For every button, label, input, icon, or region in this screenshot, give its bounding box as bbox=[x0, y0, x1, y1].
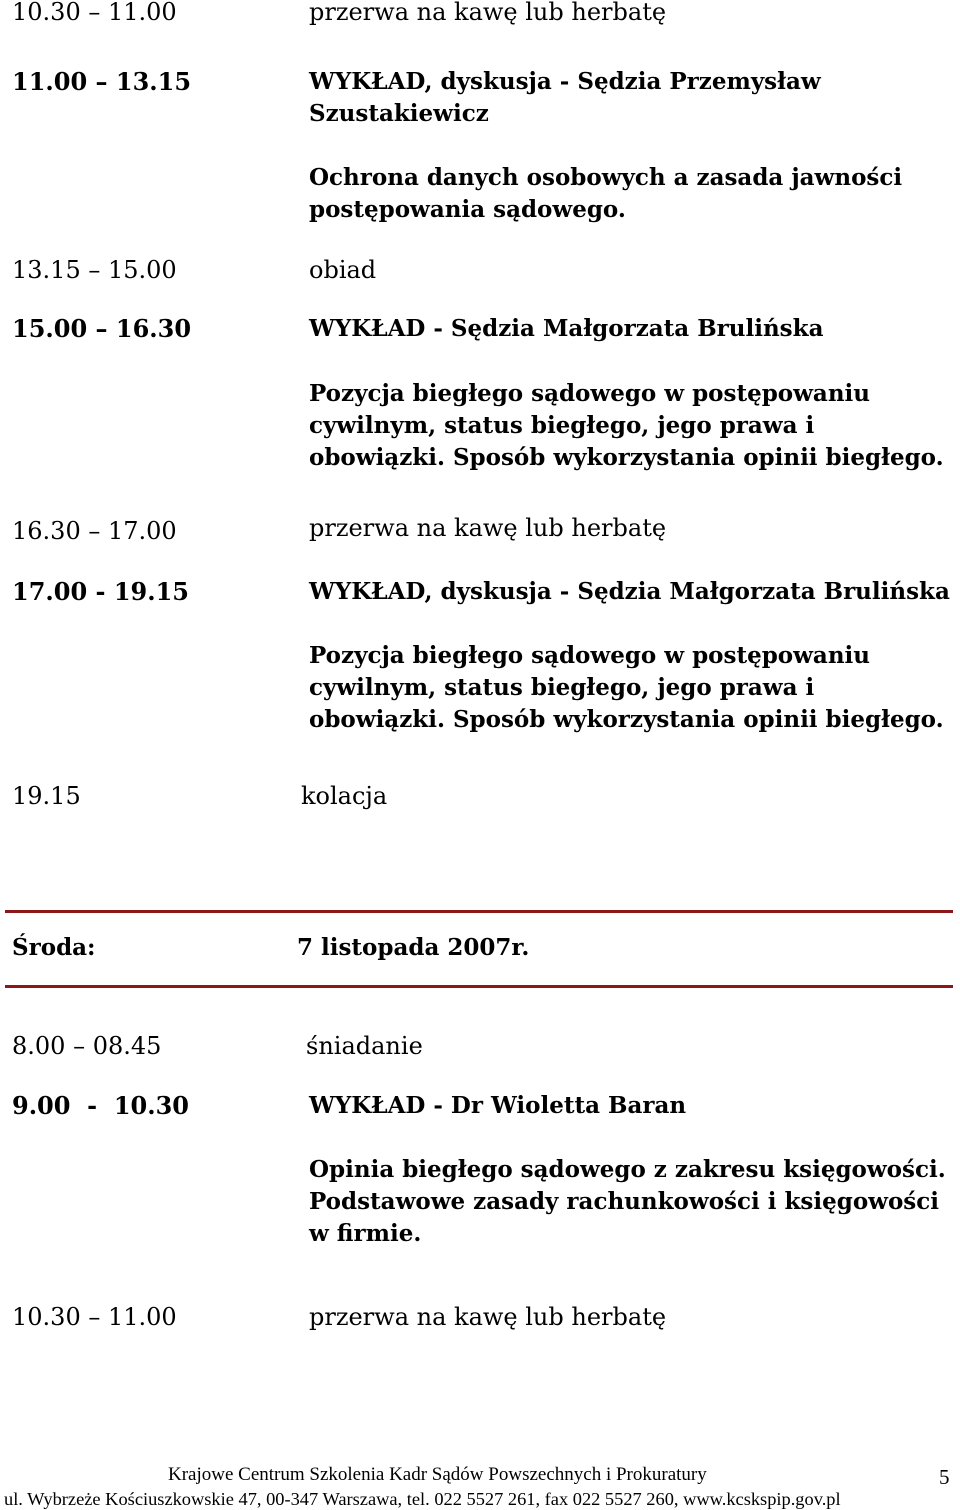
time-slot: 11.00 – 13.15 bbox=[12, 67, 192, 96]
page-number: 5 bbox=[939, 1465, 950, 1489]
break-label: przerwa na kawę lub herbatę bbox=[309, 1303, 667, 1331]
time-slot: 16.30 – 17.00 bbox=[12, 517, 177, 545]
day-label: Środa: bbox=[12, 934, 96, 961]
lecture-title-cont: Szustakiewicz bbox=[309, 100, 489, 127]
lecture-topic: Pozycja biegłego sądowego w postępowaniu bbox=[309, 642, 871, 669]
time-slot: 19.15 bbox=[12, 782, 81, 810]
divider-bottom bbox=[5, 985, 953, 988]
lecture-topic: Pozycja biegłego sądowego w postępowaniu bbox=[309, 380, 871, 407]
footer-institution: Krajowe Centrum Szkolenia Kadr Sądów Powszechnych i Prokuratury bbox=[168, 1464, 707, 1485]
lecture-topic: w firmie. bbox=[309, 1220, 422, 1247]
time-slot: 10.30 – 11.00 bbox=[12, 1303, 177, 1331]
meal-label: kolacja bbox=[301, 782, 388, 810]
break-label: przerwa na kawę lub herbatę bbox=[309, 0, 667, 26]
lecture-title: WYKŁAD, dyskusja - Sędzia Małgorzata Brulińska bbox=[309, 578, 950, 605]
lecture-topic: obowiązki. Sposób wykorzystania opinii biegłego. bbox=[309, 706, 944, 733]
time-slot: 17.00 - 19.15 bbox=[12, 577, 189, 606]
time-slot: 9.00 - 10.30 bbox=[12, 1091, 189, 1120]
lecture-title: WYKŁAD - Dr Wioletta Baran bbox=[309, 1092, 687, 1119]
time-slot: 8.00 – 08.45 bbox=[12, 1032, 162, 1060]
meal-label: śniadanie bbox=[306, 1032, 423, 1060]
lecture-topic: Podstawowe zasady rachunkowości i księgowości bbox=[309, 1188, 939, 1215]
lecture-topic: Opinia biegłego sądowego z zakresu księgowości. bbox=[309, 1156, 946, 1183]
lecture-topic: cywilnym, status biegłego, jego prawa i bbox=[309, 674, 815, 701]
lecture-topic: cywilnym, status biegłego, jego prawa i bbox=[309, 412, 815, 439]
lecture-title: WYKŁAD, dyskusja - Sędzia Przemysław bbox=[309, 68, 821, 95]
footer-address: ul. Wybrzeże Kościuszkowskie 47, 00-347 Warszawa, tel. 022 5527 261, fax 022 5527 260, www.kcskspip.gov.pl bbox=[4, 1489, 841, 1509]
lecture-title: WYKŁAD - Sędzia Małgorzata Brulińska bbox=[309, 315, 824, 342]
time-slot: 13.15 – 15.00 bbox=[12, 256, 177, 284]
lecture-topic: obowiązki. Sposób wykorzystania opinii biegłego. bbox=[309, 444, 944, 471]
lecture-topic: Ochrona danych osobowych a zasada jawności bbox=[309, 164, 903, 191]
divider-top bbox=[5, 910, 953, 913]
meal-label: obiad bbox=[309, 256, 377, 284]
lecture-topic: postępowania sądowego. bbox=[309, 196, 626, 223]
date-label: 7 listopada 2007r. bbox=[297, 934, 530, 961]
break-label: przerwa na kawę lub herbatę bbox=[309, 514, 667, 542]
time-slot: 10.30 – 11.00 bbox=[12, 0, 177, 26]
time-slot: 15.00 – 16.30 bbox=[12, 314, 192, 343]
